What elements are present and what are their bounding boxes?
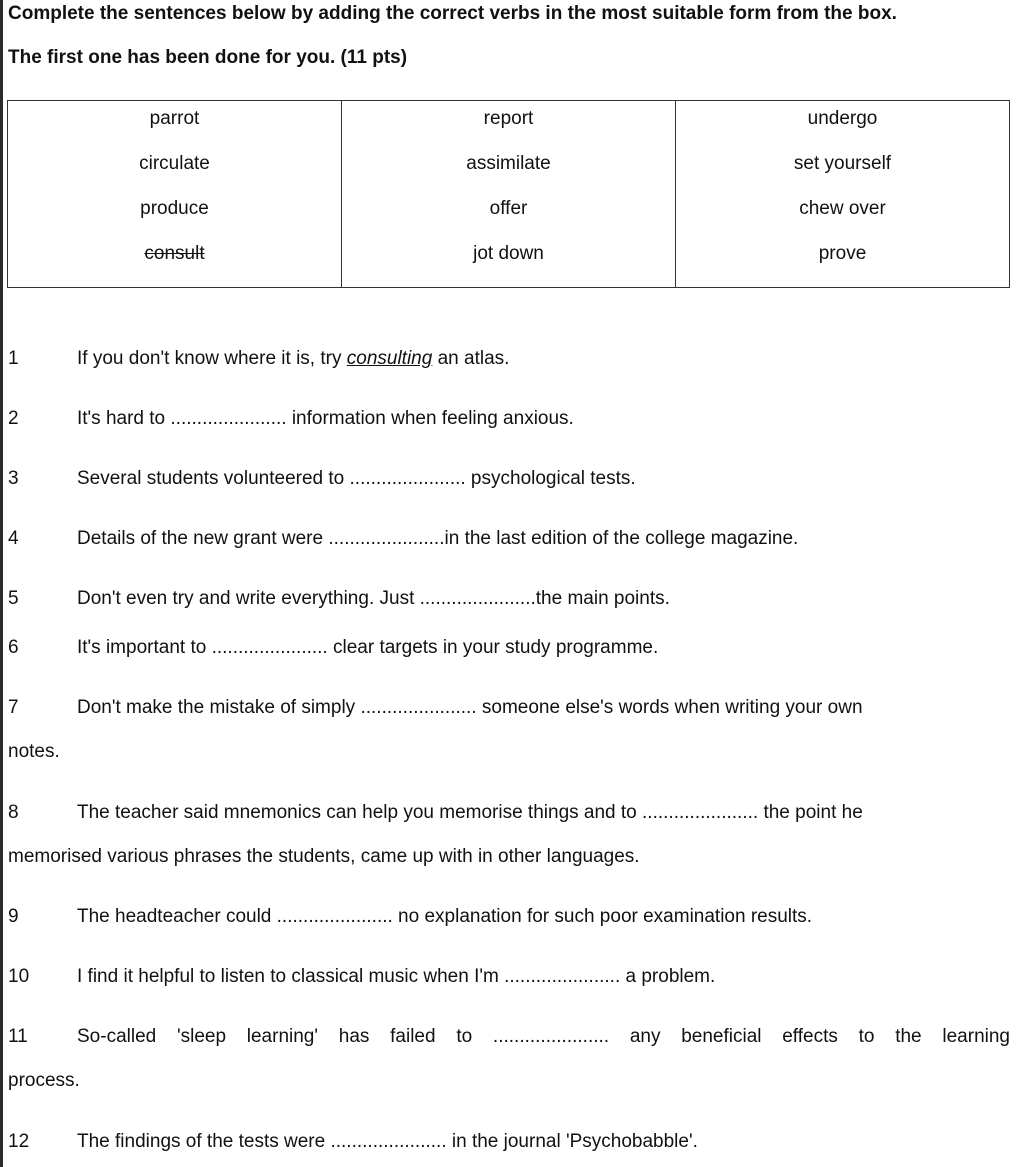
sentence-after: clear targets in your study programme. xyxy=(327,637,659,658)
sentence-number: 4 xyxy=(8,528,19,549)
word-box-word: report xyxy=(483,108,534,129)
sentence-after: no explanation for such poor examination results. xyxy=(392,906,813,927)
sentence-number: 8 xyxy=(8,802,19,823)
answer-blank[interactable]: ...................... xyxy=(330,1131,447,1152)
word-box-column-2 xyxy=(342,101,676,288)
sentence-before: It's important to xyxy=(77,637,212,658)
sentence-number: 11 xyxy=(8,1026,28,1047)
sentence-text xyxy=(77,801,863,825)
word-box-word: chew over xyxy=(799,198,886,219)
answer-blank[interactable]: ...................... xyxy=(360,697,477,718)
sentence-text xyxy=(77,467,636,491)
sentence-continuation: memorised various phrases the students, came up with in other languages. xyxy=(8,846,640,867)
sentence-after: in the last edition of the college magazine. xyxy=(444,528,799,549)
answer-blank[interactable]: ...................... xyxy=(211,637,328,658)
sentence-before: The findings of the tests were xyxy=(77,1131,331,1152)
sentence-text xyxy=(77,347,509,371)
word-box xyxy=(7,100,1010,288)
sentence-text xyxy=(77,636,658,660)
sentence-continuation: process. xyxy=(8,1070,80,1091)
word-box-word: assimilate xyxy=(466,153,551,174)
sentence-after: the main points. xyxy=(535,588,670,609)
sentence-after: psychological tests. xyxy=(465,468,636,489)
sentence-after: someone else's words when writing your own xyxy=(476,697,863,718)
sentence-number: 2 xyxy=(8,408,19,429)
sentence-before: I find it helpful to listen to classical music when I'm xyxy=(77,966,505,987)
answer-blank[interactable]: ...................... xyxy=(492,1026,610,1047)
answer-blank[interactable]: ...................... xyxy=(642,802,759,823)
word-box-word: circulate xyxy=(139,153,210,174)
sentence-text xyxy=(77,696,863,720)
sentence-before: So-called 'sleep learning' has failed to xyxy=(77,1026,493,1047)
sentence-number: 10 xyxy=(8,966,30,987)
sentence-number: 7 xyxy=(8,697,19,718)
sentence-number: 3 xyxy=(8,468,19,489)
sentence-text xyxy=(77,965,715,989)
instruction-line-1: Complete the sentences below by adding the correct verbs in the most suitable form from the box. xyxy=(8,3,897,24)
answer-blank[interactable]: ...................... xyxy=(276,906,393,927)
sentence-before: If you don't know where it is, try xyxy=(77,348,347,369)
sentence-after: information when feeling anxious. xyxy=(286,408,574,429)
sentence-after: in the journal 'Psychobabble'. xyxy=(446,1131,698,1152)
answer-blank[interactable]: ...................... xyxy=(328,528,445,549)
sentence-after: the point he xyxy=(758,802,863,823)
sentence-text xyxy=(77,905,812,929)
sentence-before: Don't even try and write everything. Just xyxy=(77,588,420,609)
sentence-number: 12 xyxy=(8,1131,30,1152)
sentence-before: It's hard to xyxy=(77,408,171,429)
example-answer: consulting xyxy=(346,348,433,369)
sentence-text xyxy=(77,407,574,431)
word-box-column-1 xyxy=(8,101,342,288)
word-box-word-crossed-out: consult xyxy=(144,243,205,264)
sentence-text xyxy=(77,1130,698,1154)
word-box-word: set yourself xyxy=(793,153,892,174)
sentence-before: Several students volunteered to xyxy=(77,468,350,489)
sentence-continuation: notes. xyxy=(8,741,60,762)
sentence-after: an atlas. xyxy=(432,348,510,369)
sentence-before: Details of the new grant were xyxy=(77,528,329,549)
answer-blank[interactable]: ...................... xyxy=(170,408,287,429)
sentence-before: The teacher said mnemonics can help you memorise things and to xyxy=(77,802,643,823)
left-margin-line xyxy=(0,0,3,1167)
sentence-number: 5 xyxy=(8,588,19,609)
word-box-word: parrot xyxy=(149,108,200,129)
sentence-number: 1 xyxy=(8,348,19,369)
sentence-number: 9 xyxy=(8,906,19,927)
word-box-word: jot down xyxy=(473,243,544,264)
answer-blank[interactable]: ...................... xyxy=(504,966,621,987)
sentence-text xyxy=(77,587,670,611)
instruction-line-2: The first one has been done for you. (11 pts) xyxy=(8,47,408,68)
word-box-column-3 xyxy=(676,101,1010,288)
sentence-text xyxy=(77,527,798,551)
sentence-after: a problem. xyxy=(620,966,716,987)
word-box-word: produce xyxy=(140,198,209,219)
sentence-text xyxy=(77,1025,1010,1049)
answer-blank[interactable]: ...................... xyxy=(349,468,466,489)
answer-blank[interactable]: ...................... xyxy=(419,588,536,609)
sentence-before: The headteacher could xyxy=(77,906,277,927)
word-box-word: prove xyxy=(818,243,867,264)
sentence-number: 6 xyxy=(8,637,19,658)
sentence-before: Don't make the mistake of simply xyxy=(77,697,361,718)
word-box-word: offer xyxy=(489,198,528,219)
sentence-after: any beneficial effects to the learning xyxy=(609,1026,1010,1047)
word-box-word: undergo xyxy=(807,108,878,129)
